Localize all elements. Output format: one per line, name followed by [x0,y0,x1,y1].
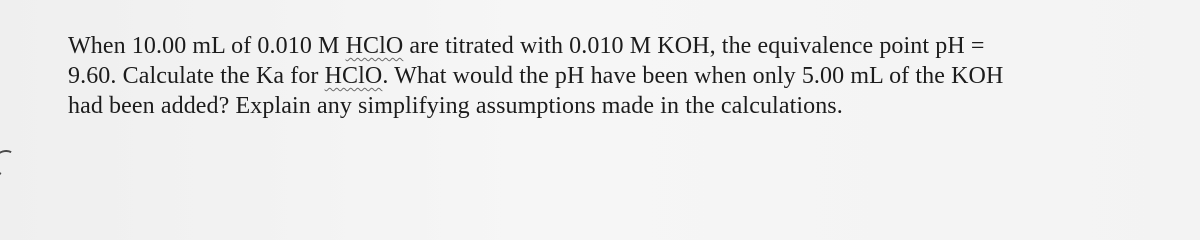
problem-line-2 [68,61,1178,91]
line-1-after-formula: are titrated with 0.010 M KOH, the equivalence point pH = [403,33,985,59]
line-3-text: had been added? Explain any simplifying assumptions made in the calculations. [68,93,843,119]
line-1-before-formula: When 10.00 mL of 0.010 M [68,33,346,59]
hclo-formula-1: HClO [345,33,404,59]
chemistry-problem-text [68,31,1178,121]
problem-line-3 [68,91,1178,121]
problem-line-1 [68,31,1178,61]
line-2-after-formula: . What would the pH have been when only 5.00 mL of the KOH [382,63,1004,89]
edge-curve-mark [0,146,23,179]
line-2-before-formula: 9.60. Calculate the Ka for [68,63,325,89]
hclo-formula-2: HClO [324,63,383,89]
